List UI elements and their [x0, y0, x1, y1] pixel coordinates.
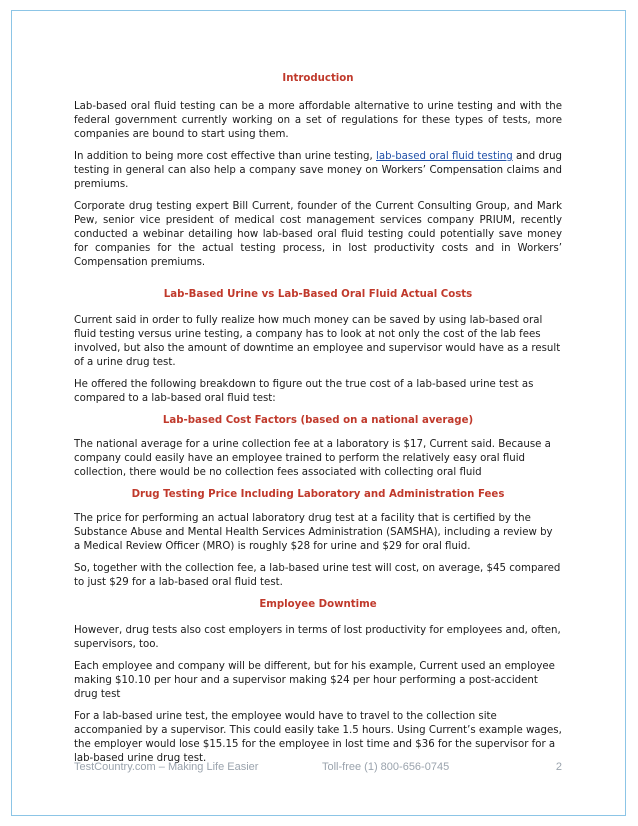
downtime-paragraph-1: However, drug tests also cost employers in terms of lost productivity for employees and, often, supervisors, too.: [74, 625, 561, 650]
factors-paragraph-1: The national average for a urine collection fee at a laboratory is $17, Current said. Because a company could easily have an employee trained to perform the relatively easy oral fluid collection, there would be no collection fees associated with collecting oral fluid: [74, 439, 551, 478]
intro-paragraph-1: Lab-based oral fluid testing can be a more affordable alternative to urine testing and with the federal government currently working on a set of regulations for these types of tests, more companies are bound to start using them.: [74, 101, 562, 140]
downtime-paragraph-3: For a lab-based urine test, the employee would have to travel to the collection site accompanied by a supervisor. This could easily take 1.5 hours. Using Current’s example wages, the employer would lose $15.15 for the employee in lost time and $36 for the supervisor for a lab-based urine drug test.: [74, 711, 562, 764]
costs-paragraph-2: He offered the following breakdown to figure out the true cost of a lab-based urine test as compared to a lab-based oral fluid test:: [74, 379, 534, 404]
lab-based-oral-fluid-testing-link[interactable]: lab-based oral fluid testing: [376, 151, 513, 162]
intro-paragraph-2: [74, 150, 562, 192]
price-paragraph-2: So, together with the collection fee, a lab-based urine test will cost, on average, $45 compared to just $29 for a lab-based oral fluid test.: [74, 563, 561, 588]
downtime-paragraph-2: Each employee and company will be different, but for his example, Current used an employee making $10.10 per hour and a supervisor making $24 per hour performing a post-accident drug test: [74, 661, 555, 700]
section-heading-introduction: Introduction: [282, 73, 354, 84]
intro-paragraph-2-end: and drug testing in general can also help a company save money on Workers’ Compensation claims and premiums.: [74, 151, 562, 190]
price-paragraph-1: The price for performing an actual laboratory drug test at a facility that is certified by the Substance Abuse and Mental Health Services Administration (SAMSHA), including a review by a Medical Review Officer (MRO) is roughly $28 for urine and $29 for oral fluid.: [74, 513, 553, 552]
section-heading-employee-downtime: Employee Downtime: [259, 599, 377, 610]
footer-page-number: 2: [555, 761, 562, 773]
document-body: [74, 72, 562, 774]
intro-paragraph-2-start: In addition to being more cost effective than urine testing,: [74, 151, 376, 162]
footer-site-tagline: TestCountry.com – Making Life Easier: [74, 761, 259, 773]
page-footer: [74, 761, 562, 777]
section-heading-cost-factors: Lab-based Cost Factors (based on a national average): [162, 415, 474, 426]
footer-phone-number: Toll-free (1) 800-656-0745: [322, 761, 450, 773]
costs-paragraph-1: Current said in order to fully realize how much money can be saved by using lab-based oral fluid testing versus urine testing, a company has to look at not only the cost of the lab fees involved, but also the amount of downtime an employee and supervisor would have as a result of a urine drug test.: [74, 315, 561, 368]
section-heading-drug-testing-price: Drug Testing Price Including Laboratory and Administration Fees: [131, 489, 505, 500]
section-heading-actual-costs: Lab-Based Urine vs Lab-Based Oral Fluid Actual Costs: [163, 289, 473, 300]
intro-paragraph-3: Corporate drug testing expert Bill Current, founder of the Current Consulting Group, and Mark Pew, senior vice president of medical cost management services company PRIUM, recently conducted a webinar detailing how lab-based oral fluid testing could potentially save money for companies for the actual testing process, in lost productivity costs and in Workers’ Compensation premiums.: [74, 201, 562, 268]
